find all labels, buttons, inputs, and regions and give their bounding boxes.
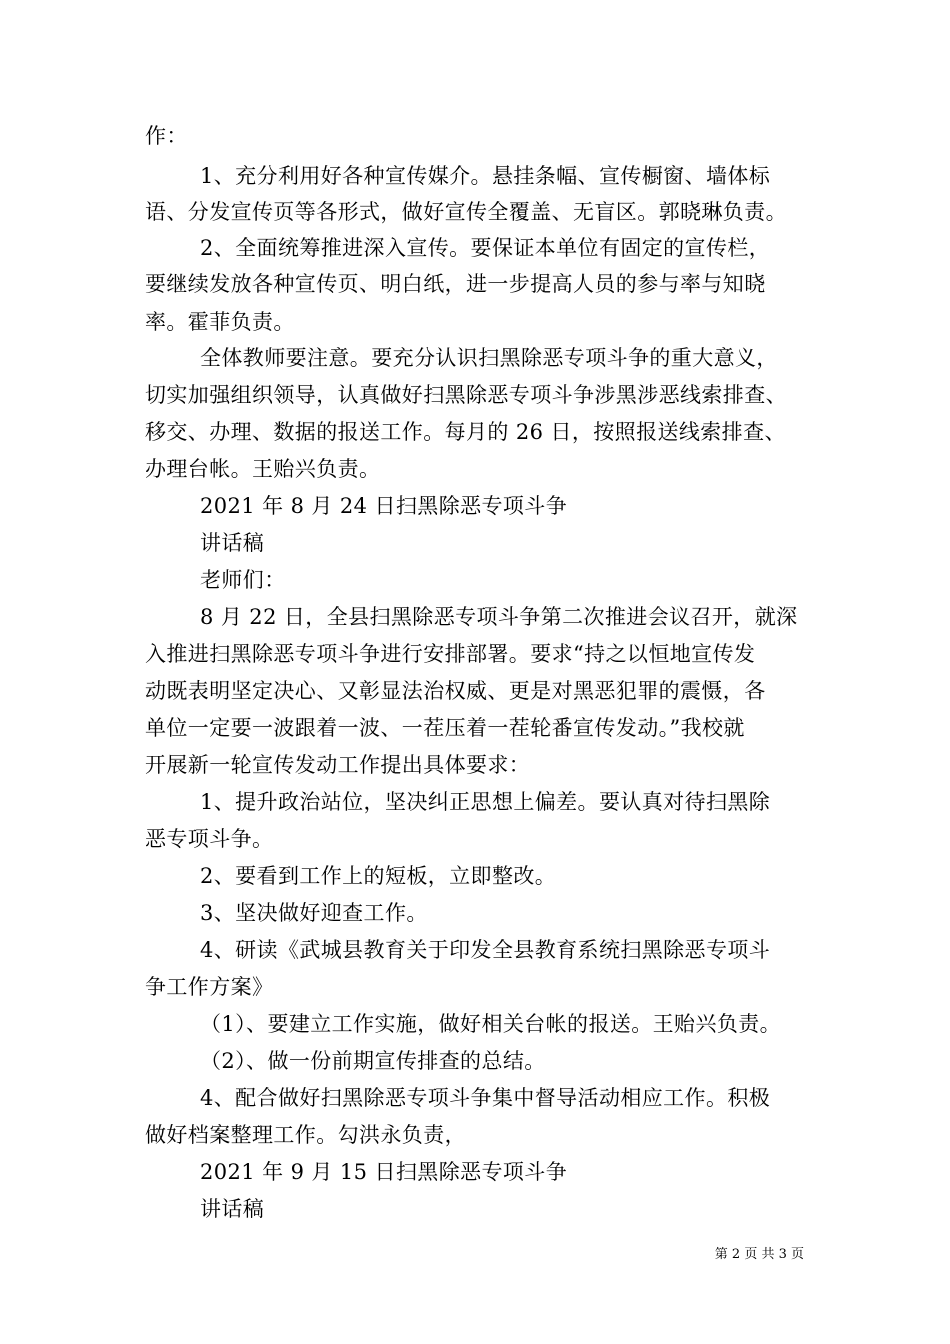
text-line: 争工作方案》	[145, 975, 274, 999]
text-line: 单位一定要一波跟着一波、一茬压着一茬轮番宣传发动。”我校就	[145, 716, 745, 740]
text-line: 入推进扫黑除恶专项斗争进行安排部署。要求“持之以恒地宣传发	[145, 642, 756, 666]
text-line: 1、充分利用好各种宣传媒介。悬挂条幅、宣传橱窗、墙体标	[200, 164, 771, 188]
text-line: 8 月 22 日，全县扫黑除恶专项斗争第二次推进会议召开，就深	[200, 605, 798, 629]
text-line: 全体教师要注意。要充分认识扫黑除恶专项斗争的重大意义，	[200, 346, 778, 370]
text-line: 办理台帐。王贻兴负责。	[145, 457, 381, 481]
text-line: 老师们：	[200, 568, 286, 592]
text-line: （1）、要建立工作实施，做好相关台帐的报送。王贻兴负责。	[200, 1012, 782, 1036]
text-line: 率。霍菲负责。	[145, 310, 295, 334]
text-line: 2021 年 9 月 15 日扫黑除恶专项斗争	[200, 1160, 568, 1184]
text-line: 动既表明坚定决心、又彰显法治权威、更是对黑恶犯罪的震慑，各	[145, 679, 766, 703]
text-line: 语、分发宣传页等各形式，做好宣传全覆盖、无盲区。郭晓琳负责。	[145, 200, 787, 224]
page-footer: 第 2 页 共 3 页	[714, 1247, 804, 1262]
text-line: 2021 年 8 月 24 日扫黑除恶专项斗争	[200, 494, 568, 518]
text-line: 开展新一轮宣传发动工作提出具体要求：	[145, 753, 531, 777]
text-line: （2）、做一份前期宣传排查的总结。	[200, 1049, 546, 1073]
text-line: 切实加强组织领导，认真做好扫黑除恶专项斗争涉黑涉恶线索排查、	[145, 383, 787, 407]
text-line: 3、坚决做好迎查工作。	[200, 901, 428, 925]
text-line: 2、全面统筹推进深入宣传。要保证本单位有固定的宣传栏，	[200, 236, 771, 260]
text-line: 讲话稿	[200, 1197, 265, 1221]
text-line: 讲话稿	[200, 531, 265, 555]
text-line: 4、研读《武城县教育关于印发全县教育系统扫黑除恶专项斗	[200, 938, 771, 962]
text-line: 2、要看到工作上的短板，立即整改。	[200, 864, 557, 888]
text-line: 4、配合做好扫黑除恶专项斗争集中督导活动相应工作。积极	[200, 1086, 771, 1110]
text-line: 作：	[145, 124, 188, 148]
text-line: 移交、办理、数据的报送工作。每月的 26 日，按照报送线索排查、	[145, 420, 786, 444]
text-line: 1、提升政治站位，坚决纠正思想上偏差。要认真对待扫黑除	[200, 790, 771, 814]
text-line: 做好档案整理工作。勾洪永负责，	[145, 1123, 466, 1147]
text-line: 要继续发放各种宣传页、明白纸，进一步提高人员的参与率与知晓	[145, 272, 766, 296]
text-line: 恶专项斗争。	[145, 827, 274, 851]
